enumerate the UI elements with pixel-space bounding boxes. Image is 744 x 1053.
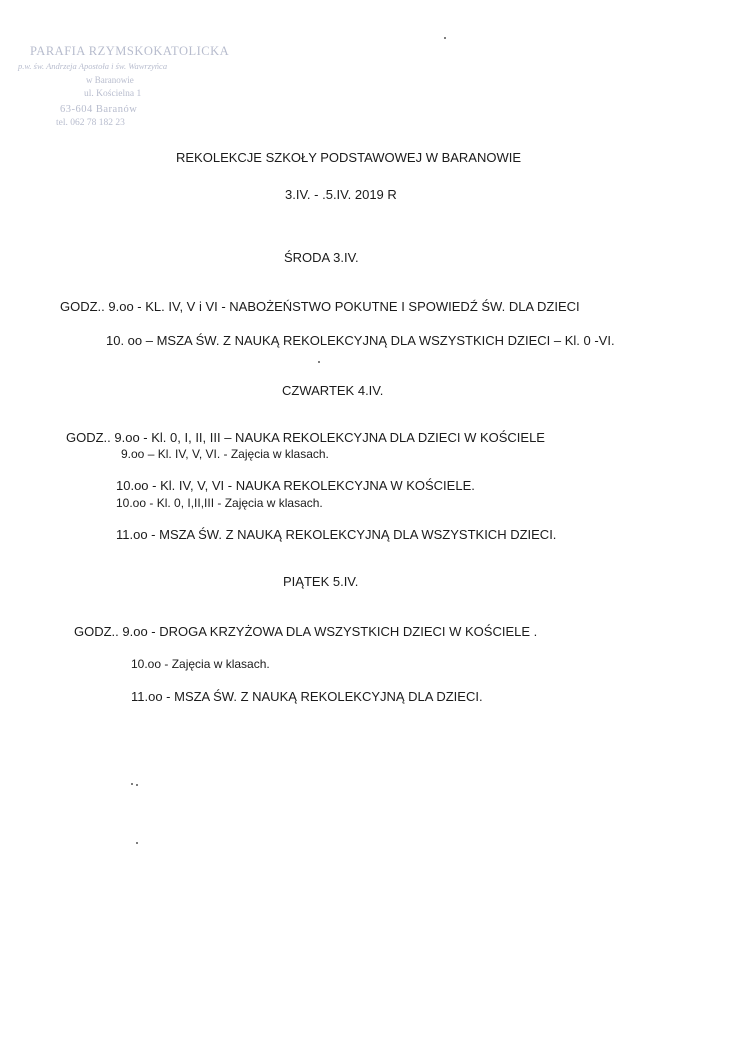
stamp-line: ul. Kościelna 1	[84, 89, 142, 99]
day-heading-thursday: CZWARTEK 4.IV.	[282, 383, 384, 398]
stamp-line: w Baranowie	[86, 75, 134, 85]
stamp-line: 63-604 Baranów	[60, 104, 138, 115]
schedule-line: 10.oo - Zajęcia w klasach.	[131, 657, 270, 671]
schedule-line: GODZ.. 9.oo - Kl. 0, I, II, III – NAUKA REKOLEKCYJNA DLA DZIECI W KOŚCIELE	[66, 430, 545, 445]
scan-speck	[136, 842, 138, 844]
schedule-line: 11.oo - MSZA ŚW. Z NAUKĄ REKOLEKCYJNĄ DLA DZIECI.	[131, 689, 483, 704]
day-heading-friday: PIĄTEK 5.IV.	[283, 574, 359, 589]
scan-speck	[136, 784, 138, 786]
schedule-line: GODZ.. 9.oo - DROGA KRZYŻOWA DLA WSZYSTKICH DZIECI W KOŚCIELE .	[74, 624, 538, 639]
schedule-line: 9.oo – Kl. IV, V, VI. - Zajęcia w klasach.	[121, 447, 329, 461]
schedule-line: 10. oo – MSZA ŚW. Z NAUKĄ REKOLEKCYJNĄ DLA WSZYSTKICH DZIECI – Kl. 0 -VI.	[106, 333, 615, 348]
schedule-line: 11.oo - MSZA ŚW. Z NAUKĄ REKOLEKCYJNĄ DLA WSZYSTKICH DZIECI.	[116, 527, 557, 542]
scan-speck	[444, 37, 446, 39]
day-heading-wednesday: ŚRODA 3.IV.	[284, 250, 359, 265]
schedule-line: GODZ.. 9.oo - KL. IV, V i VI - NABOŻEŃSTWO POKUTNE I SPOWIEDŹ ŚW. DLA DZIECI	[60, 299, 580, 314]
stamp-line: PARAFIA RZYMSKOKATOLICKA	[30, 44, 230, 58]
schedule-line: 10.oo - Kl. IV, V, VI - NAUKA REKOLEKCYJNA W KOŚCIELE.	[116, 478, 475, 493]
document-title: REKOLEKCJE SZKOŁY PODSTAWOWEJ W BARANOWIE	[176, 150, 522, 165]
scan-speck	[318, 361, 320, 363]
stamp-line: p.w. św. Andrzeja Apostoła i św. Wawrzyńca	[18, 61, 168, 71]
stamp-line: tel. 062 78 182 23	[56, 118, 125, 128]
schedule-line: 10.oo - Kl. 0, I,II,III - Zajęcia w klasach.	[116, 496, 323, 510]
date-range: 3.IV. - .5.IV. 2019 R	[285, 187, 397, 202]
parish-stamp	[18, 44, 248, 130]
scan-speck	[131, 783, 133, 785]
